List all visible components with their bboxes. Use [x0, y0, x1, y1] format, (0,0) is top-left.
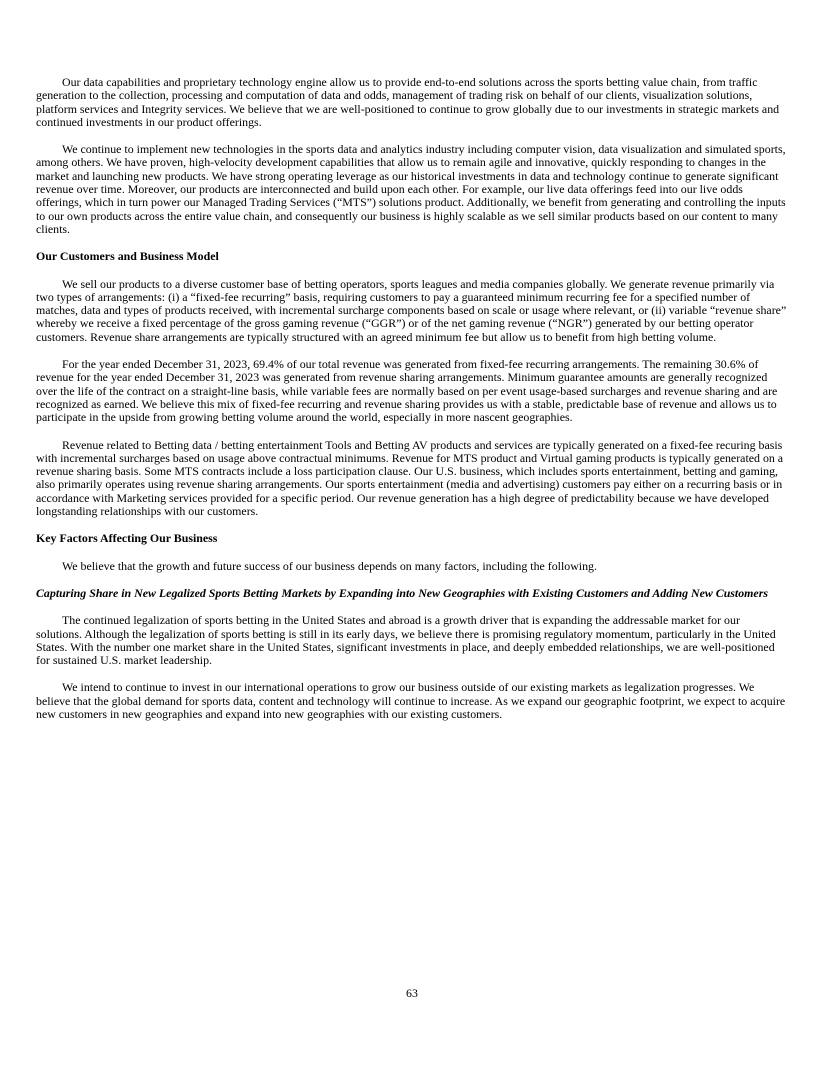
paragraph-international: We intend to continue to invest in our international operations to grow our business outside of our existing markets as legalization progresses. We believe that the global demand for sports data, content and technology will continue to increase. As we expand our geographic footprint, we expect to acquire new customers in new geographies and expand into new geographies with our existing customers. — [36, 680, 786, 721]
paragraph-new-technologies: We continue to implement new technologies in the sports data and analytics industry including computer vision, data visualization and simulated sports, among others. We have proven, high-velocity development capabilities that allow us to remain agile and innovative, quickly responding to changes in the market and launching new products. We have strong operating leverage as our historical investments in data and technology continue to generate significant revenue over time. Moreover, our products are interconnected and build upon each other. For example, our live data offerings feed into our live odds offerings, which in turn power our Managed Trading Services (“MTS”) solutions product. Additionally, we benefit from generating and controlling the inputs to our own products across the entire value chain, and consequently our business is highly scalable as we sell similar products based on our content to many clients. — [36, 142, 786, 236]
paragraph-revenue-products: Revenue related to Betting data / betting entertainment Tools and Betting AV products and services are typically generated on a fixed-fee recuring basis with incremental surcharges based on usage above contractual minimums. Revenue for MTS product and Virtual gaming products is typically generated on a revenue sharing basis. Some MTS contracts include a loss participation clause. Our U.S. business, which includes sports entertainment, betting and gaming, also primarily operates using revenue sharing arrangements. Our sports entertainment (media and advertising) customers pay either on a recurring basis or in accordance with Marketing services provided for a specific period. Our revenue generation has a high degree of predictability because we have developed longstanding relationships with our customers. — [36, 437, 784, 519]
paragraph-revenue-mix: For the year ended December 31, 2023, 69.4% of our total revenue was generated from fixed-fee recurring arrangements. The remaining 30.6% of revenue for the year ended December 31, 2023 was generated from revenue sharing arrangements. Minimum guarantee amounts are generally recognized over the life of the contract on a straight-line basis, while variable fees are normally based on per event usage-based surcharges and revenue sharing and are recognized as earned. We believe this mix of fixed-fee recurring and revenue sharing provides us with a stable, predictable base of revenue and allows us to participate in the upside from growing betting volume around the world, especially in more nascent geographies. — [36, 357, 778, 425]
heading-key-factors: Key Factors Affecting Our Business — [36, 531, 218, 546]
page-number: 63 — [406, 986, 418, 1000]
heading-customers-business-model: Our Customers and Business Model — [36, 249, 219, 264]
paragraph-legalization: The continued legalization of sports betting in the United States and abroad is a growth driver that is expanding the addressable market for our solutions. Although the legalization of sports betting is still in its early days, we believe there is promising regulatory momentum, particularly in the United States. With the number one market share in the United States, significant investments in place, and deeply embedded relationships, we are well-positioned for sustained U.S. market leadership. — [36, 613, 776, 668]
paragraph-customer-base: We sell our products to a diverse customer base of betting operators, sports leagues and media companies globally. We generate revenue primarily via two types of arrangements: (i) a “fixed-fee recurring” basis, requiring customers to pay a guaranteed minimum recurring fee for a specified number of matches, data and types of products received, with incremental surcharge components based on scale or usage where relevant, or (ii) variable “revenue share” whereby we receive a fixed percentage of the gross gaming revenue (“GGR”) or of the net gaming revenue (“NGR”) generated by our betting operator customers. Revenue share arrangements are typically structured with an agreed minimum fee but allow us to benefit from high betting volume. — [36, 276, 787, 344]
paragraph-growth-factors: We believe that the growth and future success of our business depends on many factors, including the following. — [62, 558, 597, 573]
paragraph-data-capabilities: Our data capabilities and proprietary technology engine allow us to provide end-to-end solutions across the sports betting value chain, from traffic generation to the collection, processing and computation of data and odds, management of trading risk on behalf of our clients, visualization solutions, platform services and Integrity services. We believe that we are well-positioned to continue to grow globally due to our investments in strategic markets and continued investments in our product offerings. — [36, 75, 780, 129]
document-page — [36, 76, 788, 735]
subheading-capturing-share: Capturing Share in New Legalized Sports Betting Markets by Expanding into New Geographies with Existing Customers and Adding New Customers — [36, 585, 768, 600]
